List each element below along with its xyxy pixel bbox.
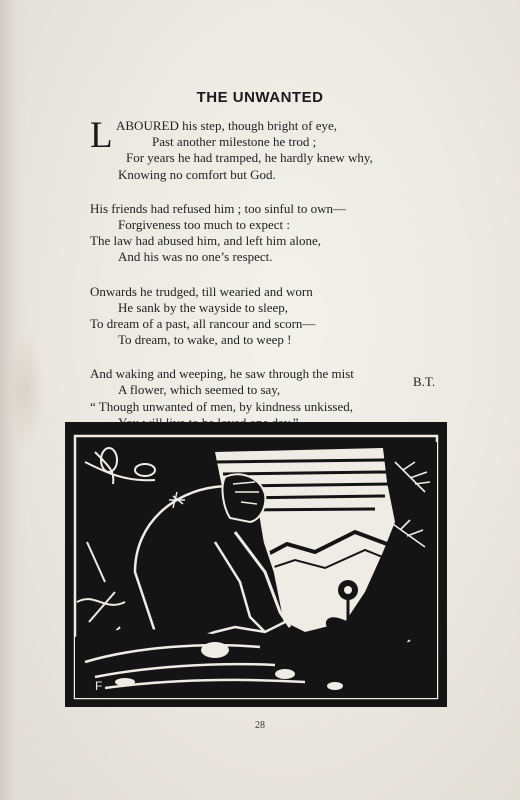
stanza-2 xyxy=(90,201,450,266)
svg-text:F: F xyxy=(95,679,103,693)
poem-line: Forgiveness too much to expect : xyxy=(118,216,290,232)
poem-line: “ Though unwanted of men, by kindness unkissed, xyxy=(90,398,353,414)
poem-line: And his was no one’s respect. xyxy=(118,249,273,265)
stanza-1 xyxy=(90,115,450,183)
poem-line: To dream, to wake, and to weep ! xyxy=(118,332,292,348)
poem-line: ABOURED his step, though bright of eye, xyxy=(116,118,337,133)
poem-line: His friends had refused him ; too sinful to own— xyxy=(90,200,346,216)
author-signature: B.T. xyxy=(413,374,436,389)
poem-line: Knowing no comfort but God. xyxy=(118,166,276,182)
poem-line: The law had abused him, and left him alone, xyxy=(90,233,322,249)
poem-body xyxy=(90,115,450,431)
poem-line: To dream of a past, all rancour and scorn— xyxy=(90,315,316,331)
page-number: 28 xyxy=(255,720,265,731)
poem-line: And waking and weeping, he saw through the mist xyxy=(90,366,354,382)
woodcut-illustration xyxy=(65,422,447,707)
poem-line: Past another milestone he trod ; xyxy=(152,134,317,150)
poem-line: A flower, which seemed to say, xyxy=(118,382,281,398)
poem-line: He sank by the wayside to sleep, xyxy=(118,299,289,315)
drop-cap: L xyxy=(90,115,113,156)
poem-line: For years he had tramped, he hardly knew why, xyxy=(126,150,373,166)
stanza-3 xyxy=(90,284,450,349)
paper-stain xyxy=(8,330,44,450)
poem-title: THE UNWANTED xyxy=(196,89,324,106)
poem-line: Onwards he trudged, till wearied and worn xyxy=(90,283,313,299)
